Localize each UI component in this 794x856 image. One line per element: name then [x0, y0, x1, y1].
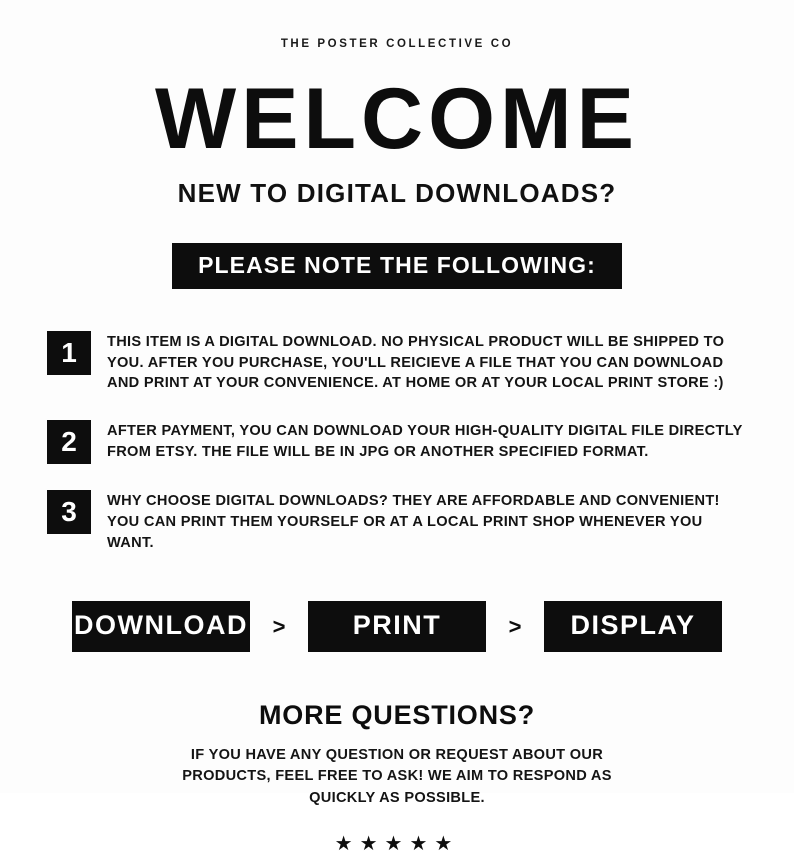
notes-list: [47, 331, 747, 553]
list-item-text: AFTER PAYMENT, YOU CAN DOWNLOAD YOUR HIGH-QUALITY DIGITAL FILE DIRECTLY FROM ETSY. THE FILE WILL BE IN JPG OR ANOTHER SPECIFIED FORMAT.: [107, 423, 743, 460]
brand-name: THE POSTER COLLECTIVE CO: [280, 38, 514, 50]
step-download: DOWNLOAD: [72, 601, 250, 652]
step-display: DISPLAY: [544, 601, 722, 652]
please-note-banner: PLEASE NOTE THE FOLLOWING:: [172, 243, 622, 289]
list-item-number: 2: [47, 420, 91, 464]
list-item-number: 3: [47, 490, 91, 534]
list-item-text: WHY CHOOSE DIGITAL DOWNLOADS? THEY ARE AFFORDABLE AND CONVENIENT! YOU CAN PRINT THEM YOURSELF OR AT A LOCAL PRINT SHOP WHENEVER YOU WANT.: [107, 493, 720, 551]
list-item-number: 1: [47, 331, 91, 375]
more-questions-text: IF YOU HAVE ANY QUESTION OR REQUEST ABOUT OUR PRODUCTS, FEEL FREE TO ASK! WE AIM TO RESPOND AS QUICKLY AS POSSIBLE.: [182, 747, 612, 806]
list-item: [47, 331, 747, 394]
page-subtitle: NEW TO DIGITAL DOWNLOADS?: [177, 178, 617, 208]
page-title: WELCOME: [154, 71, 640, 167]
process-steps: [47, 601, 747, 652]
more-questions-title: MORE QUESTIONS?: [258, 700, 535, 731]
list-item-text: THIS ITEM IS A DIGITAL DOWNLOAD. NO PHYSICAL PRODUCT WILL BE SHIPPED TO YOU. AFTER YOU PURCHASE, YOU'LL REICIEVE A FILE THAT YOU CAN DOWNLOAD AND PRINT AT YOUR CONVENIENCE. AT HOME OR AT YOUR LOCAL PRINT STORE :): [107, 334, 725, 392]
list-item: [47, 420, 747, 464]
chevron-right-icon: >: [272, 613, 286, 639]
list-item: [47, 490, 747, 553]
chevron-right-icon: >: [508, 613, 522, 639]
stars-icon: ★★★★★: [334, 832, 460, 855]
step-print: PRINT: [308, 601, 486, 652]
